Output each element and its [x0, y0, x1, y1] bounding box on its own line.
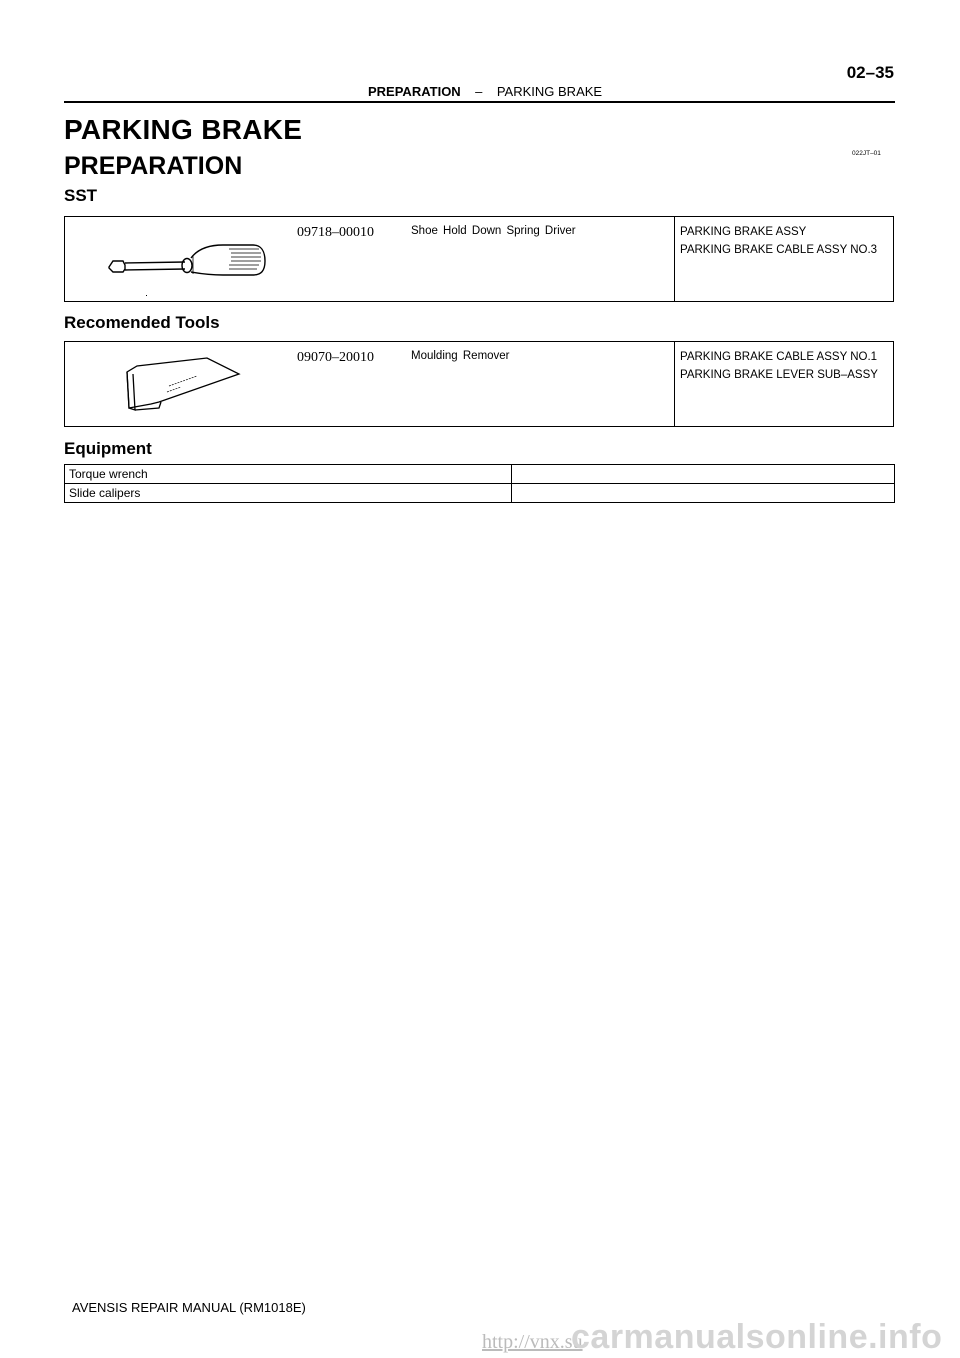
recommended-uses: [680, 348, 878, 384]
moulding-remover-illustration: [123, 352, 253, 422]
manual-footer: AVENSIS REPAIR MANUAL (RM1018E): [72, 1300, 306, 1315]
brand-watermark: carmanualsonline.info: [571, 1318, 943, 1356]
recommended-tool-box: [64, 341, 894, 427]
running-header-subsection: PARKING BRAKE: [496, 84, 603, 99]
sst-use-item: PARKING BRAKE CABLE ASSY NO.3: [680, 244, 878, 256]
recommended-part-number: 09070–20010: [297, 350, 374, 365]
recommended-use-item: PARKING BRAKE LEVER SUB–ASSY: [680, 369, 878, 381]
page-title: PARKING BRAKE: [64, 114, 303, 145]
equipment-heading: Equipment: [64, 439, 152, 458]
equipment-table: [64, 464, 895, 503]
document-id: 022JT–01: [852, 150, 881, 157]
sst-tool-box: [64, 216, 894, 302]
table-row: [65, 465, 895, 484]
recommended-use-item: PARKING BRAKE CABLE ASSY NO.1: [680, 351, 878, 363]
sst-use-item: PARKING BRAKE ASSY: [680, 226, 807, 238]
section-title: PREPARATION: [64, 152, 243, 180]
running-header-dash: –: [475, 84, 483, 99]
equipment-note: [512, 484, 895, 503]
sst-part-number: 09718–00010: [297, 225, 374, 240]
equipment-item: Slide calipers: [65, 484, 512, 503]
column-divider: [674, 342, 675, 426]
page-number: 02–35: [846, 63, 894, 82]
recommended-tools-heading: Recomended Tools: [64, 313, 220, 332]
header-rule: [64, 101, 895, 103]
running-header: [368, 84, 602, 99]
watermark-link[interactable]: http://vnx.su: [482, 1331, 583, 1353]
running-header-section: PREPARATION: [368, 84, 461, 99]
column-divider: [674, 217, 675, 301]
sst-heading: SST: [64, 186, 98, 205]
spring-driver-illustration: [101, 241, 301, 297]
sst-part-name: Shoe Hold Down Spring Driver: [411, 225, 576, 237]
equipment-note: [512, 465, 895, 484]
equipment-item: Torque wrench: [65, 465, 512, 484]
recommended-part-name: Moulding Remover: [411, 350, 510, 362]
table-row: [65, 484, 895, 503]
sst-uses: [680, 223, 877, 259]
